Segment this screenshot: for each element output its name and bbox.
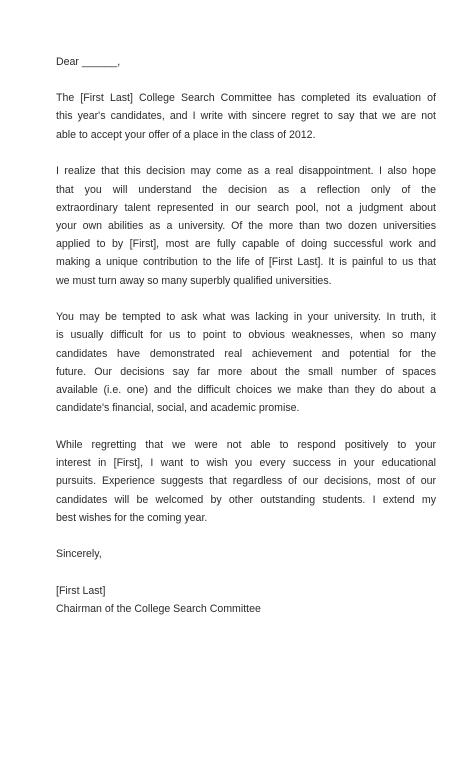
paragraph-line: pursuits. Experience suggests that regardless of our decisions, most of our <box>56 475 436 488</box>
paragraph-line: able to accept your offer of a place in the class of 2012. <box>56 128 316 141</box>
paragraph-3 <box>56 308 436 417</box>
paragraph-line: is usually difficult for us to point to obvious weaknesses, when so many <box>56 329 436 342</box>
paragraph-line: While regretting that we were not able to respond positively to your <box>56 438 436 451</box>
signature-block <box>56 582 436 618</box>
paragraph-4 <box>56 436 436 527</box>
paragraph-line: You may be tempted to ask what was lacking in your university. In truth, it <box>56 311 436 324</box>
signature-title: Chairman of the College Search Committee <box>56 602 261 615</box>
paragraph-line: your own abilities as a university. Of the more than two dozen universities <box>56 219 436 232</box>
paragraph-line: The [First Last] College Search Committee has completed its evaluation of <box>56 92 436 105</box>
paragraph-line: candidates will be welcomed by other outstanding students. I extend my <box>56 493 436 506</box>
paragraph-line: extraordinary talent represented in our search pool, not a judgment about <box>56 201 436 214</box>
paragraph-line: that you will understand the decision as a reflection only of the <box>56 183 436 196</box>
letter-body <box>56 53 436 618</box>
paragraph-line: making a unique contribution to the life of [First Last]. It is painful to us that <box>56 256 436 269</box>
paragraph-line: we must turn away so many superbly qualified universities. <box>56 274 332 287</box>
paragraph-line: this year's candidates, and I write with sincere regret to say that we are not <box>56 110 436 123</box>
paragraph-line: I realize that this decision may come as a real disappointment. I also hope <box>56 165 436 178</box>
paragraph-line: available (i.e. one) and the difficult choices we make than they do about a <box>56 384 436 397</box>
paragraph-line: interest in [First], I want to wish you every success in your educational <box>56 457 436 470</box>
paragraph-line: applied to by [First], most are fully capable of doing successful work and <box>56 238 436 251</box>
paragraph-line: candidates have demonstrated real achievement and potential for the <box>56 347 436 360</box>
paragraph-line: future. Our decisions say far more about the small number of spaces <box>56 365 436 378</box>
paragraph-line: candidate's financial, social, and academic promise. <box>56 402 300 415</box>
paragraph-2 <box>56 162 436 289</box>
signature-name: [First Last] <box>56 584 106 597</box>
paragraph-line: best wishes for the coming year. <box>56 511 208 524</box>
closing: Sincerely, <box>56 548 102 561</box>
paragraph-1 <box>56 89 436 144</box>
salutation: Dear ______, <box>56 56 121 68</box>
